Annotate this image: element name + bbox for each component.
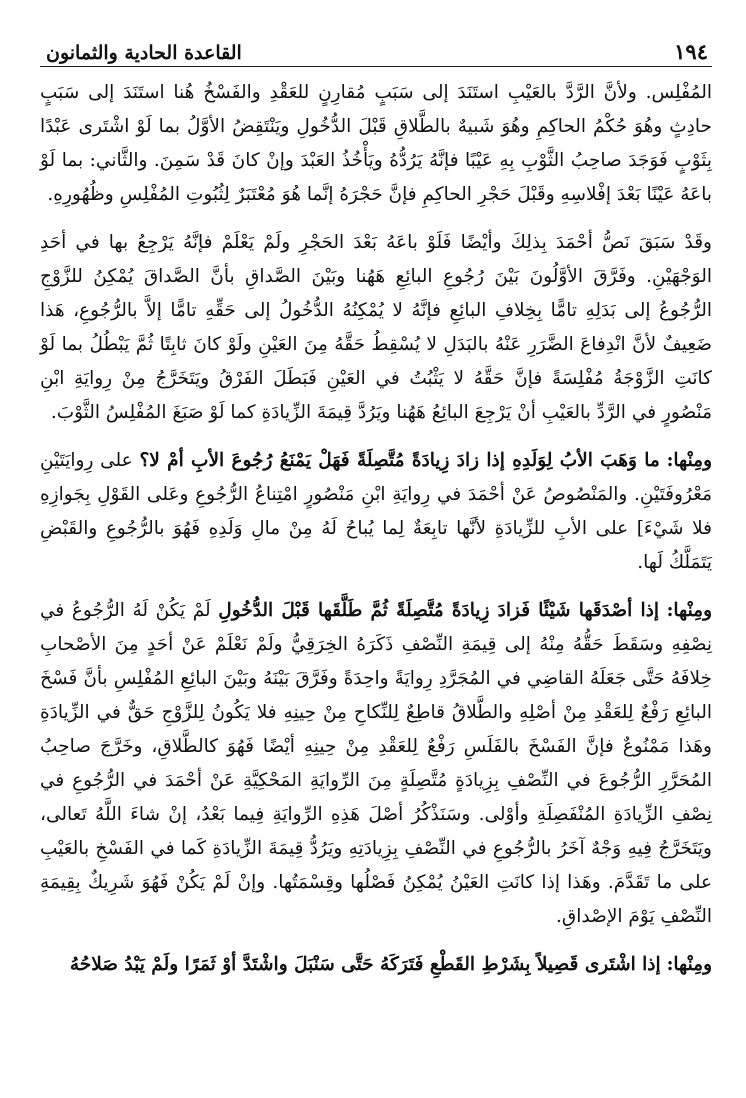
paragraph-text: على رِوايَتَيْنِ مَعْرُوفَتَيْنِ. والمَنْصُوصُ عَنْ أحْمَدَ في رِوايَةِ ابْنِ مَنْصُورٍ امْتِناعُ الرُّجُوعِ وعَلى القَوْلِ بِجَوازِهِ فلا شَيْءَ] على الأبِ للزِّيادَةِ لأنَّها تابِعَةٌ لِما يُباحُ لَهُ مِنْ مالِ وَلَدِهِ فَهُوَ بالرُّجُوعِ والقَبْضِ يَتَمَلَّكُ لَها. [40,450,712,573]
paragraph-3 [40,444,712,580]
paragraph-5 [40,948,712,982]
paragraph-lead: ومِنْها: [666,600,712,621]
paragraph-4 [40,594,712,934]
paragraph-1 [40,76,712,212]
page-number: ١٩٤ [674,39,708,64]
paragraph-lead: ومِنْها: [666,954,712,975]
chapter-title: القاعدة الحادية والثمانون [46,42,242,64]
page-header [40,30,712,67]
paragraph-heading: ما وَهَبَ الأبُ لِوَلَدِهِ إذا زادَ زِيادَةً مُتَّصِلَةً فَهَلْ يَمْنَعُ رُجُوعَ الأبِ أمْ لا؟ [139,450,660,471]
paragraph-text: المُفْلِس. ولأنَّ الرَّدَّ بالعَيْبِ استَنَدَ إلى سَبَبٍ مُقارِنٍ للعَقْدِ والفَسْخُ هُنا استَنَدَ إلى سَبَبٍ حادِثٍ وهُوَ حُكْمُ الحاكِمِ وهُوَ شَبيهٌ بالطَّلاقِ قَبْلَ الدُّخُولِ ويَنْتَقِضُ الأوَّلُ بما لَوْ اشْتَرى عَبْدًا بِثَوْبٍ فَوَجَدَ صاحِبُ الثَّوْبِ بِهِ عَيْبًا فإنَّهُ يَرُدُّهُ ويَأْخُذُ العَبْدَ وإنْ كانَ قَدْ سَمِنَ. والثَّاني: بما لَوْ باعَهُ عَيْنًا بَعْدَ إفْلاسِهِ وقَبْلَ حَجْرِ الحاكِمِ فإنَّ حَجْرَهُ إنَّما هُوَ مُعْتَبَرٌ لِثُبُوتِ المُفْلِسِ وظُهُورِهِ. [40,82,712,205]
paragraph-text: لَمْ يَكُنْ لَهُ الرُّجُوعُ في نِصْفِهِ وسَقَطَ حَقُّهُ مِنْهُ إلى قِيمَةِ النِّصْفِ ذَكَرَهُ الخِرَقِيُّ ولَمْ نَعْلَمْ عَنْ أحَدٍ مِنَ الأصْحابِ خِلافَهُ حَتَّى جَعَلَهُ القاضِي في المُجَرَّدِ رِوايَةً واحِدَةً وفَرَّقَ بَيْنَهُ وبَيْنَ البائِعِ المُفْلِسِ بأنَّ فَسْخَ البائِعِ رَفْعٌ لِلعَقْدِ مِنْ أصْلِهِ والطَّلاقُ قاطِعٌ لِلنِّكاحِ مِنْ حِينِهِ فلا يَكُونُ لِلزَّوْجِ حَقٌّ في الزِّيادَةِ وهَذا مَمْنُوعٌ فإنَّ الفَسْخَ بالفَلَسِ رَفْعٌ لِلعَقْدِ مِنْ حِينِهِ أيْضًا فَهُوَ كالطَّلاقِ، وخَرَّجَ صاحِبُ المُحَرَّرِ الرُّجُوعَ في النِّصْفِ بِزِيادَةٍ مُتَّصِلَةٍ مِنَ الرِّوايَةِ المَحْكِيَّةِ عَنْ أحْمَدَ في الرُّجُوعِ في نِصْفِ الزِّيادَةِ المُنْفَصِلَةِ وأوْلى. وسَنَذْكُرُ أصْلَ هَذِهِ الرِّوايَةِ فِيما بَعْدُ، إنْ شاءَ اللَّهُ تَعالى، ويَتَخَرَّجُ فِيهِ وَجْهٌ آخَرُ بالرُّجُوعِ في النِّصْفِ بِزِيادَتِهِ ويَرُدُّ قِيمَةَ الزِّيادَةِ كَما في الفَسْخِ بالعَيْبِ على ما تَقَدَّمَ. وهَذا إذا كانَتِ العَيْنُ يُمْكِنُ فَصْلُها وقِسْمَتُها. وإنْ لَمْ يَكُنْ فَهُوَ شَرِيكٌ بِقِيمَةِ النِّصْفِ يَوْمَ الإصْداقِ. [40,600,712,927]
paragraph-text: وقَدْ سَبَقَ نَصُّ أحْمَدَ بِذلِكَ وأيْضًا فَلَوْ باعَهُ بَعْدَ الحَجْرِ ولَمْ يَعْلَمْ فإنَّهُ يَرْجِعُ بها في أحَدِ الوَجْهَيْنِ. وفَرَّقَ الأوَّلُونَ بَيْنَ رُجُوعِ البائِعِ هَهُنا وبَيْنَ الصَّداقِ بأنَّ الصَّداقَ يُمْكِنُ للزَّوْجِ الرُّجُوعُ إلى بَدَلِهِ تامًّا بِخِلافِ البائِعِ فإنَّهُ لا يُمْكِنُهُ الدُّخُولُ إلى حَقِّهِ تامًّا إلاَّ بالرُّجُوعِ، هَذا ضَعِيفٌ لأنَّ انْدِفاعَ الضَّرَرِ عَنْهُ بالبَدَلِ لا يُسْقِطُ حَقَّهُ مِنَ العَيْنِ ولَوْ كانَ ثابِتًا ثُمَّ يَبْطُلُ بما لَوْ كانَتِ الزَّوْجَةُ مُفْلِسَةً فإنَّ حَقَّهُ لا يَثْبُتُ في العَيْنِ فَبَطَلَ الفَرْقُ ويَتَخَرَّجُ مِنْ رِوايَةِ ابْنِ مَنْصُورٍ في الرَّدِّ بالعَيْبِ أنْ يَرْجِعَ البائِعُ هَهُنا ويَرُدَّ قِيمَةَ الزِّيادَةِ كما لَوْ صَبَغَ المُفْلِسُ الثَّوْبَ. [40,232,712,423]
paragraph-heading: إذا اشْتَرى قَصِيلاً بِشَرْطِ القَطْعِ فَتَرَكَهُ حَتَّى سَنْبَلَ واشْتَدَّ أوْ ثَمَرًا ولَمْ يَبْدُ صَلاحُهُ [69,954,661,975]
page-body [40,76,712,982]
paragraph-lead: ومِنْها: [666,450,712,471]
paragraph-heading: إذا أصْدَقَها شَيْئًا فَزادَ زِيادَةً مُتَّصِلَةً ثُمَّ طَلَّقَها قَبْلَ الدُّخُولِ [218,600,659,621]
paragraph-2 [40,226,712,430]
